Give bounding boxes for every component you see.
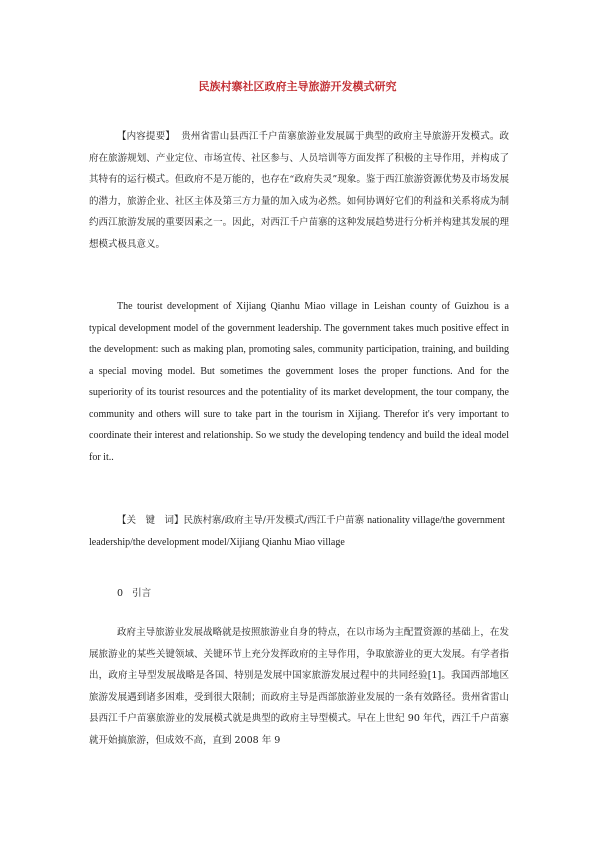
keywords	[89, 510, 509, 553]
intro-paragraph: 政府主导旅游业发展战略就是按照旅游业自身的特点，在以市场为主配置资源的基础上，在发展旅游业的某些关键领域、关键环节上充分发挥政府的主导作用，争取旅游业的更大发展。有学者指出，政府主导型发展战略是各国、特别是发展中国家旅游发展过程中的共同经验[1]。我国西部地区旅游发展遇到诸多困难，受到很大限制；而政府主导是西部旅游业发展的一条有效路径。贵州省雷山县西江千户苗寨旅游业的发展模式就是典型的政府主导型模式。早在上世纪 90 年代，西江千户苗寨就开始搞旅游，但成效不高，直到 2008 年 9	[89, 627, 509, 746]
keywords-label: 【关 键 词】	[117, 515, 184, 526]
paper-title: 民族村寨社区政府主导旅游开发模式研究	[198, 80, 397, 93]
abstract-label: 【内容提要】	[117, 131, 175, 142]
abstract-zh	[89, 126, 509, 255]
abstract-en: The tourist development of Xijiang Qianhu Miao village in Leishan county of Guizhou is a typical development model of the government leadership. The government takes much positive effect in the development: such as making plan, promoting sales, community participation, training, and building a special moving model. But sometimes the government loses the proper functions. And for the superiority of its tourist resources and the potentiality of its market development, the tour company, the community and others will sure to take part in the tourism in Xijiang. Therefor it's very important to coordinate their interest and relationship. So we study the developing tendency and build the ideal model for it..	[89, 301, 509, 463]
keywords-zh: 民族村寨/政府主导/开发模式/西江千户苗寨	[183, 515, 365, 526]
section-title: 引言	[132, 588, 152, 599]
section-number: 0	[117, 588, 124, 599]
abstract-zh-text: 贵州省雷山县西江千户苗寨旅游业发展属于典型的政府主导旅游开发模式。政府在旅游规划、产业定位、市场宣传、社区参与、人员培训等方面发挥了积极的主导作用，并构成了其特有的运行模式。但政府不是万能的，也存在“政府失灵”现象。鉴于西江旅游资源优势及市场发展的潜力，旅游企业、社区主体及第三方力量的加入成为必然。如何协调好它们的利益和关系将成为制约西江旅游发展的重要因素之一。因此，对西江千户苗寨的这种发展趋势进行分析并构建其发展的理想模式极具意义。	[89, 131, 509, 250]
keywords-en: nationality village/the government leadership/the development model/Xijiang Qianhu Miao village	[89, 515, 505, 548]
section-heading	[89, 585, 509, 599]
